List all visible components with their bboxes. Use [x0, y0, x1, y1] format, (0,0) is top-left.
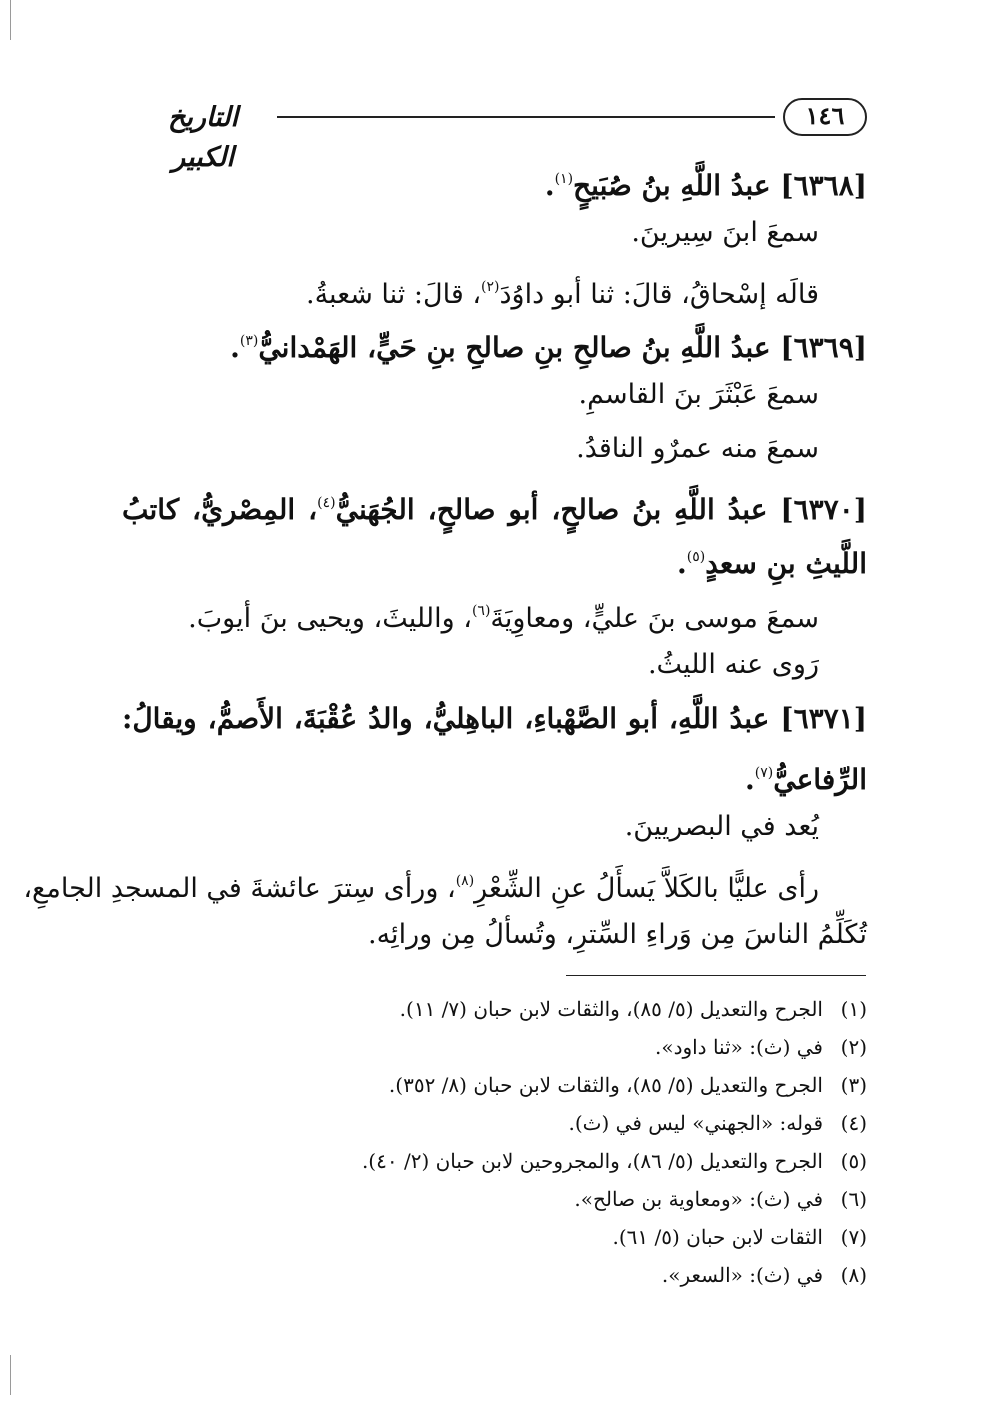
- footnote-text: في (ث): «السعر».: [661, 1263, 823, 1287]
- footnote-number: (٨): [840, 1263, 867, 1287]
- entry-heading: [٦٣٦٩] عبدُ اللَّهِ بنُ صالحِ بنِ صالحِ بنِ حَيٍّ، الهَمْدانيُّ$^{(٣)}$.: [230, 331, 867, 364]
- footnote-text: الجرح والتعديل (٥/ ٨٦)، والمجروحين لابن حبان (٢/ ٤٠).: [361, 1149, 823, 1173]
- footnote-separator: [566, 975, 866, 976]
- footnote-marker: (١): [554, 171, 574, 187]
- entry-heading: [٦٣٧٠] عبدُ اللَّهِ بنُ صالحٍ، أبو صالحٍ، الجُهَنيُّ$^{(٤)}$، المِصْريُّ، كاتبُ: [122, 493, 867, 526]
- entry-heading-continued: الرِّفاعيُّ$^{(٧)}$.: [745, 763, 867, 796]
- page-header: [135, 98, 867, 173]
- entry-heading: [٦٣٧١] عبدُ اللَّهِ، أبو الصَّهْباءِ، الباهِليُّ، والدُ عُقْبَةَ، الأَصمُّ، ويقالُ:: [122, 702, 867, 735]
- text-line: تُكَلِّمُ الناسَ مِن وَراءِ السِّترِ، وتُسألُ مِن ورائِه.: [368, 919, 867, 950]
- footnote-marker: (٨): [455, 873, 475, 889]
- footnote: [122, 1028, 867, 1066]
- footnote-marker: (٣): [239, 333, 259, 349]
- footnote: [122, 1066, 867, 1104]
- entry-heading-continued: اللَّيثِ بنِ سعدٍ$^{(٥)}$.: [676, 547, 867, 580]
- footnote-text: الجرح والتعديل (٥/ ٨٥)، والثقات لابن حبان (٨/ ٣٥٢).: [388, 1073, 823, 1097]
- entry-heading: [٦٣٦٨] عبدُ اللَّهِ بنُ صُبَيحٍ$^{(١)}$.: [544, 169, 867, 202]
- page-number: ١٤٦: [783, 98, 867, 136]
- footnote: [122, 1180, 867, 1218]
- footnote-text: في (ث): «ثنا داود».: [654, 1035, 823, 1059]
- footnote-marker: (٤): [317, 495, 336, 511]
- footnote-text: الثقات لابن حبان (٥/ ٦١).: [612, 1225, 823, 1249]
- footnote: [122, 1104, 867, 1142]
- footnote-number: (٥): [840, 1149, 867, 1173]
- footnote-marker: (٢): [481, 279, 500, 295]
- footnote-number: (١): [840, 997, 867, 1021]
- footnote-number: (٧): [840, 1225, 867, 1249]
- scan-edge-mark: [10, 1355, 11, 1395]
- scan-edge-mark: [10, 0, 11, 40]
- text-line: سمعَ منه عمرٌو الناقدُ.: [576, 433, 819, 464]
- footnotes: [122, 990, 867, 1294]
- footnote-number: (٢): [840, 1035, 867, 1059]
- footnote-number: (٤): [840, 1111, 867, 1135]
- header-rule: [277, 116, 775, 118]
- footnote-text: في (ث): «ومعاوية بن صالح».: [574, 1187, 823, 1211]
- text-line: سمعَ موسى بنَ عليٍّ، ومعاوِيَةَ$^{(٦)}$، والليثَ، ويحيى بنَ أيوبَ.: [188, 603, 819, 634]
- footnote-text: قوله: «الجهني» ليس في (ث).: [568, 1111, 823, 1135]
- footnote: [122, 1256, 867, 1294]
- footnote-text: الجرح والتعديل (٥/ ٨٥)، والثقات لابن حبان (٧/ ١١).: [399, 997, 823, 1021]
- text-line: رَوى عنه الليثُ.: [647, 649, 819, 680]
- footnote-number: (٣): [840, 1073, 867, 1097]
- footnote-marker: (٦): [471, 603, 491, 619]
- text-line: سمعَ ابنَ سِيرينَ.: [631, 217, 819, 248]
- text-line: سمعَ عَبْثَرَ بنَ القاسمِ.: [578, 379, 819, 410]
- text-line: قالَه إسْحاقُ، قالَ: ثنا أبو داوُدَ$^{(٢)}$، قالَ: ثنا شعبةُ.: [305, 279, 819, 310]
- text-line: يُعد في البصريينَ.: [624, 811, 819, 842]
- footnote: [122, 1218, 867, 1256]
- footnote: [122, 1142, 867, 1180]
- running-title: التاريخ الكبير: [167, 102, 239, 173]
- footnote-marker: (٥): [686, 549, 706, 565]
- footnote-marker: (٧): [754, 765, 774, 781]
- footnote-number: (٦): [840, 1187, 867, 1211]
- footnote: [122, 990, 867, 1028]
- main-text: [23, 152, 867, 962]
- text-line: رأى عليًّا بالكَلاَّ يَسأَلُ عنِ الشِّعْرِ$^{(٨)}$، ورأى سِترَ عائشةَ في المسجدِ الجامعِ،: [23, 873, 819, 904]
